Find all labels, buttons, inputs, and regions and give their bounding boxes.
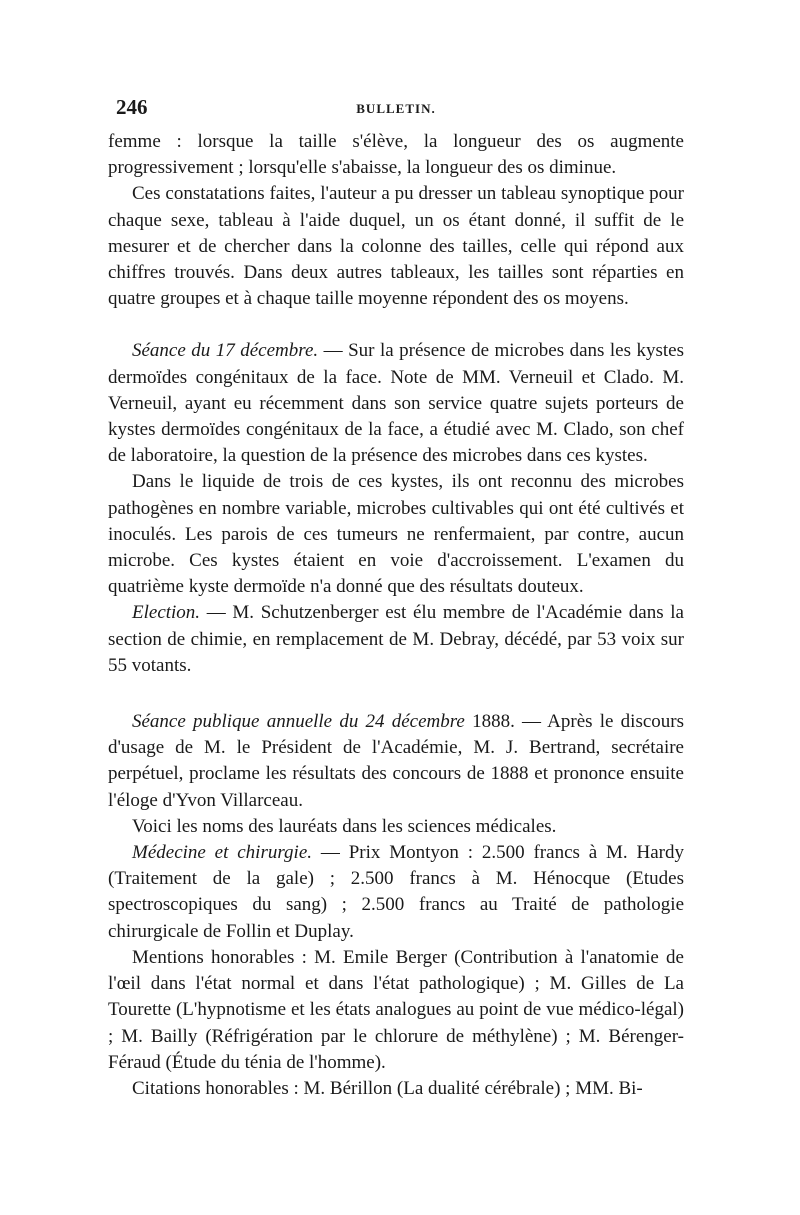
paragraph: Dans le liquide de trois de ces kystes, ils ont reconnu des microbes pathogènes en nombre variable, microbes cultivables qui ont été cultivés et inoculés. Les parois de ces tumeurs ne renfermaient, par contre, aucun microbe. Ces kystes étaient en voie d'accroissement. L'examen du quatrième kyste dermoïde n'a donné que des résultats douteux. [108, 471, 684, 598]
section-lead: Médecine et chirurgie. [132, 842, 313, 864]
paragraph: Séance publique annuelle du 24 décembre 1888. — Après le discours d'usage de M. le Président de l'Académie, M. J. Bertrand, secrétaire perpétuel, proclame les résultats des concours de 1888 et prononce ensuite l'éloge d'Yvon Villarceau. [108, 711, 684, 811]
paragraph: Séance du 17 décembre. — Sur la présence de microbes dans les kystes dermoïdes congénitaux de la face. Note de MM. Verneuil et Clado. M. Verneuil, ayant eu récemment dans son service quatre sujets porteurs de kystes dermoïdes congénitaux de la face, a étudié avec M. Clado, son chef de laboratoire, la question de la présence des microbes dans ces kystes. [108, 340, 684, 467]
section-lead: Séance du 17 décembre. [132, 340, 319, 362]
paragraph: Médecine et chirurgie. — Prix Montyon : 2.500 francs à M. Hardy (Traitement de la gale) ; 2.500 francs à M. Hénocque (Etudes spectroscopiques du sang) ; 2.500 francs au Traité de pathologie chirurgicale de Follin et Duplay. [108, 842, 684, 942]
page-body [108, 129, 684, 1102]
paragraph: Voici les noms des lauréats dans les sciences médicales. [132, 815, 557, 837]
paragraph: Citations honorables : M. Bérillon (La dualité cérébrale) ; MM. Bi- [132, 1077, 643, 1099]
running-title: BULLETIN. [356, 101, 436, 116]
page-header [108, 95, 684, 129]
book-page [108, 95, 684, 1102]
section-lead: Séance publique annuelle du 24 décembre [132, 711, 465, 733]
paragraph: Election. — M. Schutzenberger est élu membre de l'Académie dans la section de chimie, en remplacement de M. Debray, décédé, par 53 voix sur 55 votants. [108, 602, 684, 676]
page-number: 246 [116, 95, 148, 119]
paragraph: Ces constatations faites, l'auteur a pu dresser un tableau synoptique pour chaque sexe, tableau à l'aide duquel, un os étant donné, il suffit de le mesurer et de chercher dans la colonne des tailles, celle qui répond aux chiffres trouvés. Dans deux autres tableaux, les tailles sont réparties en quatre groupes et à chaque taille moyenne répondent des os moyens. [108, 183, 684, 310]
section-lead: Election. [132, 602, 201, 624]
paragraph: Mentions honorables : M. Emile Berger (Contribution à l'anatomie de l'œil dans l'état normal et dans l'état pathologique) ; M. Gilles de La Tourette (L'hypnotisme et les états analogues au point de vue médico-légal) ; M. Bailly (Réfrigération par le chlorure de méthylène) ; M. Bérenger-Féraud (Étude du ténia de l'homme). [108, 946, 684, 1073]
paragraph: femme : lorsque la taille s'élève, la longueur des os augmente progressivement ; lorsqu'elle s'abaisse, la longueur des os diminue. [108, 131, 684, 179]
